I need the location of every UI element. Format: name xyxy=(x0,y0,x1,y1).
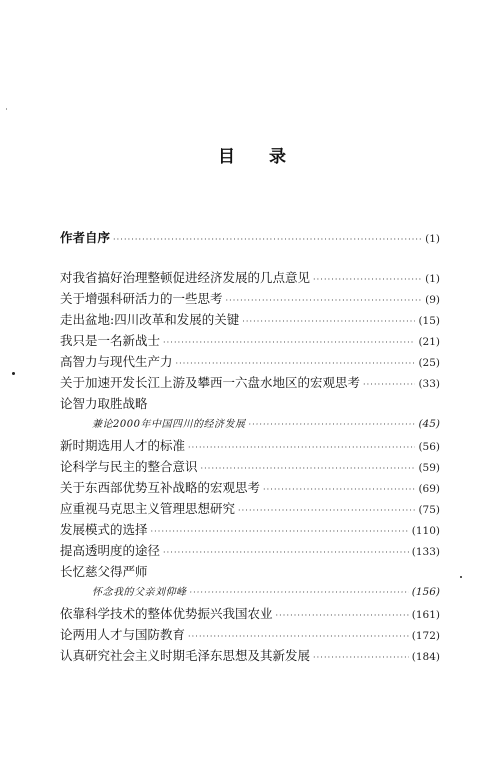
toc-page-number: (21) xyxy=(418,336,440,348)
dot-leader xyxy=(313,647,409,668)
dot-leader xyxy=(188,437,415,458)
toc-entry xyxy=(60,540,440,561)
toc-entry xyxy=(60,309,440,330)
toc-entry xyxy=(60,227,440,248)
toc-entry xyxy=(60,624,440,645)
toc-subtitle-entry xyxy=(60,582,440,603)
toc-page-number: (45) xyxy=(418,418,440,430)
scan-speck xyxy=(460,576,462,578)
toc-entry xyxy=(60,519,440,540)
dot-leader xyxy=(163,542,409,563)
dot-leader xyxy=(242,311,415,332)
toc-entry xyxy=(60,393,440,414)
toc-entry-title: 发展模式的选择 xyxy=(60,522,148,537)
toc-entry-title: 长忆慈父得严师 xyxy=(60,564,148,579)
table-of-contents xyxy=(60,227,440,666)
scan-speck xyxy=(12,372,15,375)
toc-page-number: (133) xyxy=(411,546,440,558)
dot-leader xyxy=(313,269,422,290)
toc-entry-title: 应重视马克思主义管理思想研究 xyxy=(60,501,236,516)
toc-page-number: (33) xyxy=(418,378,440,390)
toc-page-number: (1) xyxy=(425,273,440,285)
toc-entry-title: 对我省搞好治理整顿促进经济发展的几点意见 xyxy=(60,270,311,285)
toc-entry xyxy=(60,372,440,393)
toc-page-number: (184) xyxy=(411,651,440,663)
toc-entry xyxy=(60,603,440,624)
toc-page-number: (15) xyxy=(418,315,440,327)
toc-entry-title: 作者自序 xyxy=(60,230,111,245)
toc-entry-title: 高智力与现代生产力 xyxy=(60,354,173,369)
toc-entry xyxy=(60,561,440,582)
toc-page-number: (156) xyxy=(411,586,440,598)
toc-entry xyxy=(60,267,440,288)
toc-page-number: (161) xyxy=(411,609,440,621)
dot-leader xyxy=(238,500,415,521)
toc-page-number: (75) xyxy=(418,504,440,516)
toc-entry-title: 关于加速开发长江上游及攀西一六盘水地区的宏观思考 xyxy=(60,375,361,390)
toc-entry-title: 论两用人才与国防教育 xyxy=(60,627,186,642)
toc-entry xyxy=(60,351,440,372)
toc-page-number: (69) xyxy=(418,483,440,495)
dot-leader xyxy=(163,332,415,353)
dot-leader xyxy=(363,374,415,395)
toc-entry-title: 论科学与民主的整合意识 xyxy=(60,459,198,474)
toc-page-number: (9) xyxy=(425,294,440,306)
toc-entry xyxy=(60,498,440,519)
toc-entry-title: 关于增强科研活力的一些思考 xyxy=(60,291,223,306)
toc-entry xyxy=(60,330,440,351)
scan-speck xyxy=(6,108,7,110)
toc-entry-title: 论智力取胜战略 xyxy=(60,396,148,411)
dot-leader xyxy=(176,353,416,374)
toc-page-number: (110) xyxy=(411,525,440,537)
toc-entry-title: 新时期选用人才的标准 xyxy=(60,438,186,453)
dot-leader xyxy=(201,458,416,479)
toc-entry-title: 提高透明度的途径 xyxy=(60,543,161,558)
dot-leader xyxy=(226,290,423,311)
toc-entry-title: 兼论2000年中国四川的经济发展 xyxy=(92,419,246,430)
dot-leader xyxy=(188,626,409,647)
dot-leader xyxy=(190,582,409,603)
toc-entry-title: 走出盆地:四川改革和发展的关键 xyxy=(60,312,240,327)
dot-leader xyxy=(248,414,415,435)
toc-page-number: (56) xyxy=(418,441,440,453)
dot-leader xyxy=(276,605,409,626)
toc-entry-title: 依靠科学技术的整体优势振兴我国农业 xyxy=(60,606,273,621)
dot-leader xyxy=(113,229,422,250)
toc-page-number: (1) xyxy=(425,233,440,245)
dot-leader xyxy=(263,479,415,500)
toc-subtitle-entry xyxy=(60,414,440,435)
toc-entry-title: 我只是一名新战士 xyxy=(60,333,161,348)
toc-entry xyxy=(60,456,440,477)
toc-page-number: (172) xyxy=(411,630,440,642)
toc-heading: 目 录 xyxy=(218,147,300,167)
toc-entry xyxy=(60,645,440,666)
toc-entry xyxy=(60,288,440,309)
toc-page-number: (25) xyxy=(418,357,440,369)
toc-entry xyxy=(60,477,440,498)
toc-entry-title: 怀念我的父亲刘仰峰 xyxy=(92,587,187,598)
toc-entry-title: 关于东西部优势互补战略的宏观思考 xyxy=(60,480,261,495)
toc-page-number: (59) xyxy=(418,462,440,474)
dot-leader xyxy=(151,521,409,542)
toc-entry xyxy=(60,435,440,456)
toc-entry-title: 认真研究社会主义时期毛泽东思想及其新发展 xyxy=(60,648,311,663)
